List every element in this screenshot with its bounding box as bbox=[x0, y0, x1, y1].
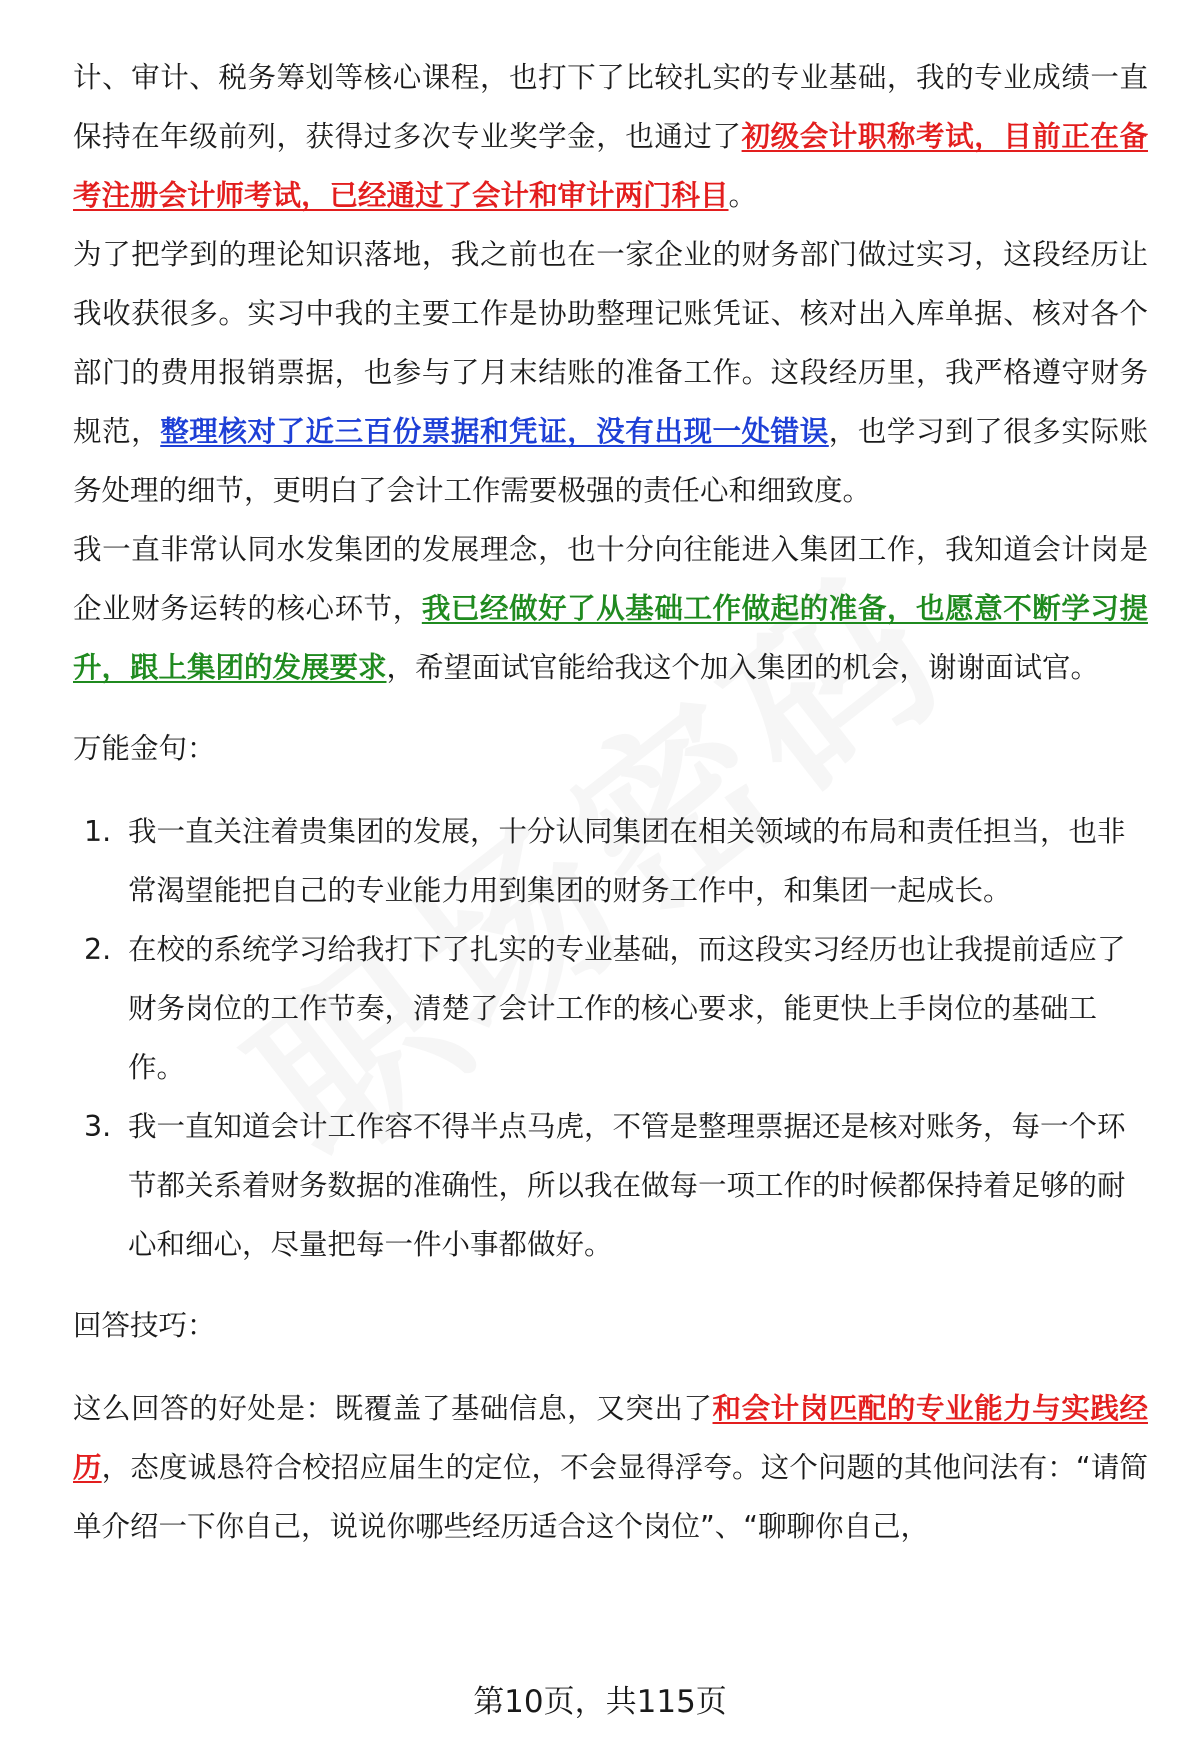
paragraph-motivation bbox=[73, 520, 1148, 697]
paragraph-text: ，态度诚恳符合校招应届生的定位，不会显得浮夸。这个问题的其他问法有：“请简单介绍一下你自己，说说你哪些经历适合这个岗位”、“聊聊你自己， bbox=[73, 1451, 1148, 1543]
list-item bbox=[73, 802, 1148, 920]
paragraph-tips bbox=[73, 1379, 1148, 1556]
paragraph-education bbox=[73, 48, 1148, 225]
highlight-red: 和会计岗匹配的专业能力与实践经历 bbox=[73, 1392, 1148, 1484]
highlight-green: 我已经做好了从基础工作做起的准备，也愿意不断学习提升，跟上集团的发展要求 bbox=[73, 592, 1148, 684]
paragraph-text: 为了把学到的理论知识落地，我之前也在一家企业的财务部门做过实习，这段经历让我收获很多。实习中我的主要工作是协助整理记账凭证、核对出入库单据、核对各个部门的费用报销票据，也参与了月末结账的准备工作。这段经历里，我严格遵守财务规范， bbox=[73, 238, 1148, 448]
paragraph-text: 。 bbox=[728, 179, 758, 212]
page-number-footer: 第10页，共115页 bbox=[473, 1684, 727, 1720]
highlight-blue: 整理核对了近三百份票据和凭证，没有出现一处错误 bbox=[160, 415, 829, 448]
paragraph-text: ，也学习到了很多实际账务处理的细节，更明白了会计工作需要极强的责任心和细致度。 bbox=[73, 415, 1148, 507]
paragraph-text: 我一直非常认同水发集团的发展理念，也十分向往能进入集团工作，我知道会计岗是企业财务运转的核心环节， bbox=[73, 533, 1148, 625]
paragraph-text: 计、审计、税务筹划等核心课程，也打下了比较扎实的专业基础，我的专业成绩一直保持在年级前列，获得过多次专业奖学金，也通过了 bbox=[73, 61, 1148, 153]
section-heading-golden: 万能金句： bbox=[73, 732, 216, 765]
golden-sentence-list bbox=[73, 802, 1148, 1274]
list-number: 3. bbox=[84, 1110, 112, 1143]
list-item-text: 在校的系统学习给我打下了扎实的专业基础，而这段实习经历也让我提前适应了财务岗位的工作节奏，清楚了会计工作的核心要求，能更快上手岗位的基础工作。 bbox=[128, 933, 1126, 1084]
list-item bbox=[73, 1097, 1148, 1274]
list-item bbox=[73, 920, 1148, 1097]
highlight-red: 初级会计职称考试，目前正在备考注册会计师考试，已经通过了会计和审计两门科目 bbox=[73, 120, 1148, 212]
list-number: 1. bbox=[84, 815, 112, 848]
paragraph-text: 这么回答的好处是：既覆盖了基础信息，又突出了 bbox=[73, 1392, 713, 1425]
section-heading-tips: 回答技巧： bbox=[73, 1309, 216, 1342]
list-number: 2. bbox=[84, 933, 112, 966]
paragraph-text: ，希望面试官能给我这个加入集团的机会，谢谢面试官。 bbox=[386, 651, 1100, 684]
list-item-text: 我一直知道会计工作容不得半点马虎，不管是整理票据还是核对账务，每一个环节都关系着财务数据的准确性，所以我在做每一项工作的时候都保持着足够的耐心和细心，尽量把每一件小事都做好。 bbox=[128, 1110, 1126, 1261]
paragraph-internship bbox=[73, 225, 1148, 520]
document-body bbox=[73, 48, 1148, 1556]
list-item-text: 我一直关注着贵集团的发展，十分认同集团在相关领域的布局和责任担当，也非常渴望能把自己的专业能力用到集团的财务工作中，和集团一起成长。 bbox=[128, 815, 1126, 907]
